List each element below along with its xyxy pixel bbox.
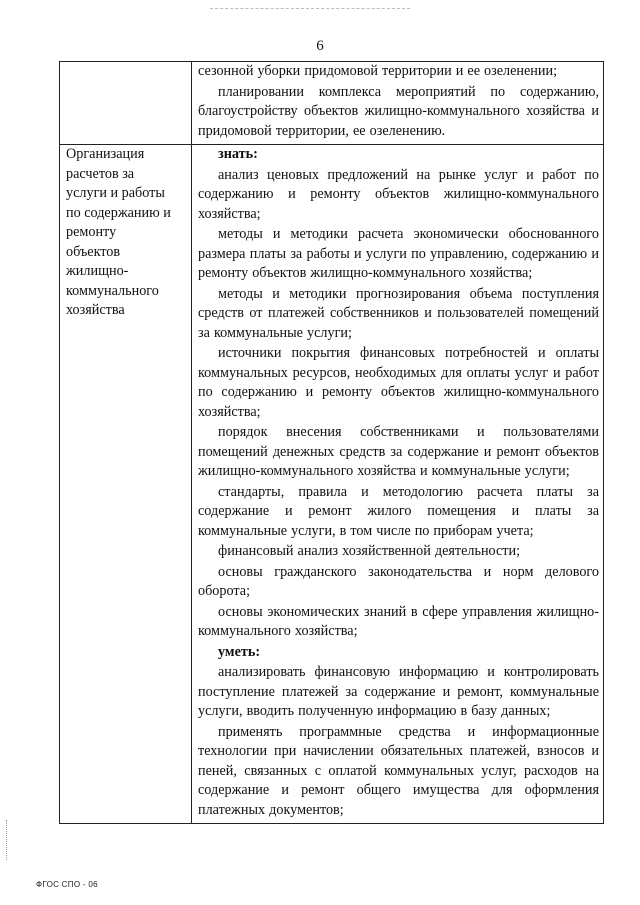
table-cell-activity-title: [60, 145, 192, 824]
table-cell-empty: [60, 62, 192, 145]
knowledge-item: порядок внесения собственниками и пользователями помещений денежных средств за содержание и ремонт объектов жилищно-коммунального хозяйства и коммунальные услуги;: [198, 424, 599, 479]
page-footer: ФГОС СПО - 06: [36, 880, 98, 889]
knowledge-item: основы гражданского законодательства и норм делового оборота;: [198, 563, 599, 599]
activity-title-line: услуги и работы: [66, 185, 165, 201]
knowledge-item: методы и методики расчета экономически обоснованного размера платы за работы и услуги по управлению, содержанию и ремонту объектов жилищно-коммунального хозяйства;: [198, 226, 599, 281]
activity-title-line: по содержанию и: [66, 204, 171, 221]
section-heading-umet: уметь:: [218, 643, 261, 660]
skill-item: анализировать финансовую информацию и контролировать поступление платежей за содержание и ремонт, коммунальные услуги, вводить полученную информацию в базу данных;: [198, 664, 599, 719]
activity-title-line: Организация: [66, 146, 145, 162]
paragraph: сезонной уборки придомовой территории и ее озеленении;: [198, 63, 558, 79]
activity-title-line: хозяйства: [66, 302, 125, 318]
page-number: 6: [316, 38, 324, 54]
table-row-continuation: [60, 62, 604, 145]
table-cell-continuation: [192, 62, 604, 145]
knowledge-item: основы экономических знаний в сфере управления жилищно-коммунального хозяйства;: [198, 603, 599, 639]
activity-title-line: коммунального: [66, 282, 159, 299]
scan-margin-marks: [6, 820, 9, 860]
table-row-payment-organization: [60, 145, 604, 824]
skill-item: применять программные средства и информационные технологии при начислении обязательных платежей, взносов и пеней, связанных с оплатой коммунальных услуг, расходов на содержание и ремонт общего имущества для оформления платежных документов;: [198, 723, 599, 818]
activity-title-line: ремонту: [66, 224, 117, 240]
activity-title-line: жилищно-: [66, 263, 129, 279]
competency-table: [59, 61, 604, 824]
knowledge-item: стандарты, правила и методологию расчета платы за содержание и ремонт жилого помещения и платы за коммунальные услуги, в том числе по приборам учета;: [198, 483, 599, 539]
knowledge-item: анализ ценовых предложений на рынке услуг и работ по содержанию и ремонту объектов жилищно-коммунального хозяйства;: [198, 166, 599, 222]
activity-title-line: объектов: [66, 243, 121, 260]
table-cell-requirements: [192, 145, 604, 824]
knowledge-item: источники покрытия финансовых потребностей и оплаты коммунальных ресурсов, необходимых для оплаты услуг и работ по содержанию и ремонту объектов жилищно-коммунального хозяйства;: [198, 345, 599, 420]
scan-top-line: [210, 8, 410, 9]
knowledge-item: методы и методики прогнозирования объема поступления средств от платежей собственников и пользователей помещений за коммунальные услуги;: [198, 285, 599, 341]
paragraph: планировании комплекса мероприятий по содержанию, благоустройству объектов жилищно-коммунального хозяйства и придомовой территории, ее озеленению.: [198, 83, 599, 139]
knowledge-item: финансовый анализ хозяйственной деятельности;: [218, 543, 521, 559]
activity-title-line: расчетов за: [66, 165, 135, 182]
section-heading-znat: знать:: [218, 146, 258, 162]
